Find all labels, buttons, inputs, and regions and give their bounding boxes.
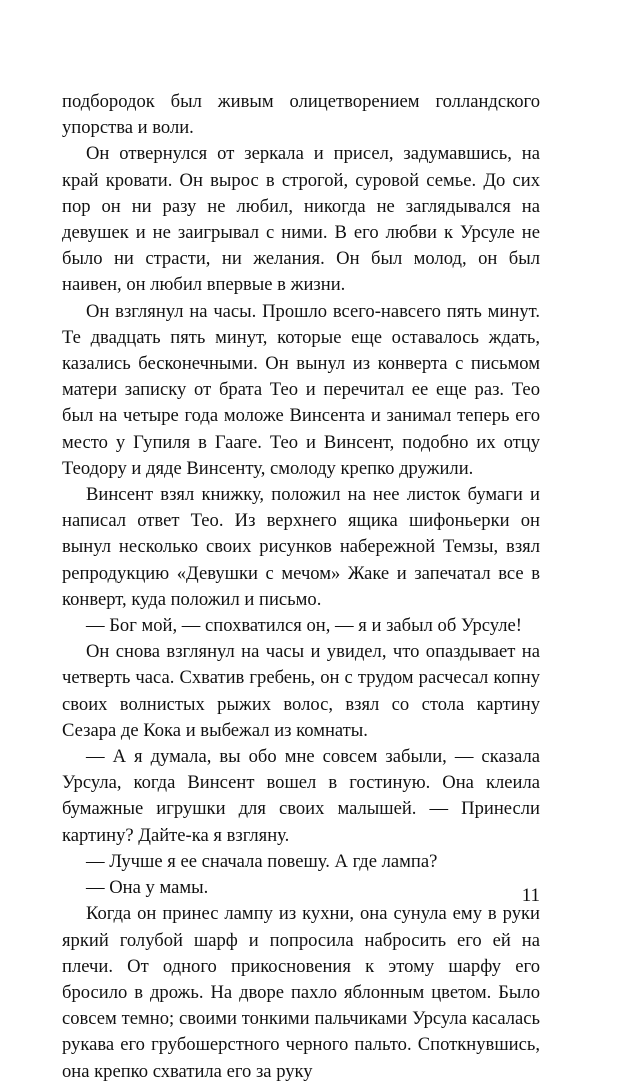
page-number: 11 [521,885,540,906]
paragraph: — А я думала, вы обо мне совсем забыли, — сказала Урсула, когда Винсент вошел в гостиную. Она клеила бумажные игрушки для своих малышей. — Принесли картину? Дайте-ка я взгляну. [62,746,540,846]
paragraph: — Лучше я ее сначала повешу. А где лампа? [86,850,438,872]
paragraph: Он отвернулся от зеркала и присел, задумавшись, на край кровати. Он вырос в строгой, суровой семье. До сих пор он ни разу не любил, никогда не заглядывался на девушек и не заигрывал с ними. В его любви к Урсуле не было ни страсти, ни желания. Он был молод, он был наивен, он любил впервые в жизни. [62,143,540,296]
paragraph: Когда он принес лампу из кухни, она сунула ему в руки яркий голубой шарф и попросила набросить его ей на плечи. От одного прикосновения к этому шарфу его бросило в дрожь. На дворе пахло яблонным цветом. Было совсем темно; своими тонкими пальчиками Урсула касалась рукава его грубошерстного черного пальто. Споткнувшись, она крепко схватила его за руку [62,903,540,1082]
paragraph: — Она у мамы. [86,877,209,899]
paragraph: Он взглянул на часы. Прошло всего-навсего пять минут. Те двадцать пять минут, которые еще оставалось ждать, казались бесконечными. Он вынул из конверта с письмом матери записку от брата Тео и перечитал ее еще раз. Тео был на четыре года моложе Винсента и занимал теперь его место у Гупиля в Гааге. Тео и Винсент, подобно их отцу Теодору и дяде Винсенту, смолоду крепко дружили. [62,300,540,479]
paragraph: подбородок был живым олицетворением голландского упорства и воли. [62,91,540,139]
page-body [62,89,540,1085]
paragraph: Винсент взял книжку, положил на нее листок бумаги и написал ответ Тео. Из верхнего ящика шифоньерки он вынул несколько своих рисунков набережной Темзы, взял репродукцию «Девушки с мечом» Жаке и запечатал все в конверт, куда положил и письмо. [62,484,540,610]
paragraph: Он снова взглянул на часы и увидел, что опаздывает на четверть часа. Схватив гребень, он с трудом расчесал копну своих волнистых рыжих волос, взял со стола картину Сезара де Кока и выбежал из комнаты. [62,641,540,741]
paragraph: — Бог мой, — спохватился он, — я и забыл об Урсуле! [86,615,522,637]
